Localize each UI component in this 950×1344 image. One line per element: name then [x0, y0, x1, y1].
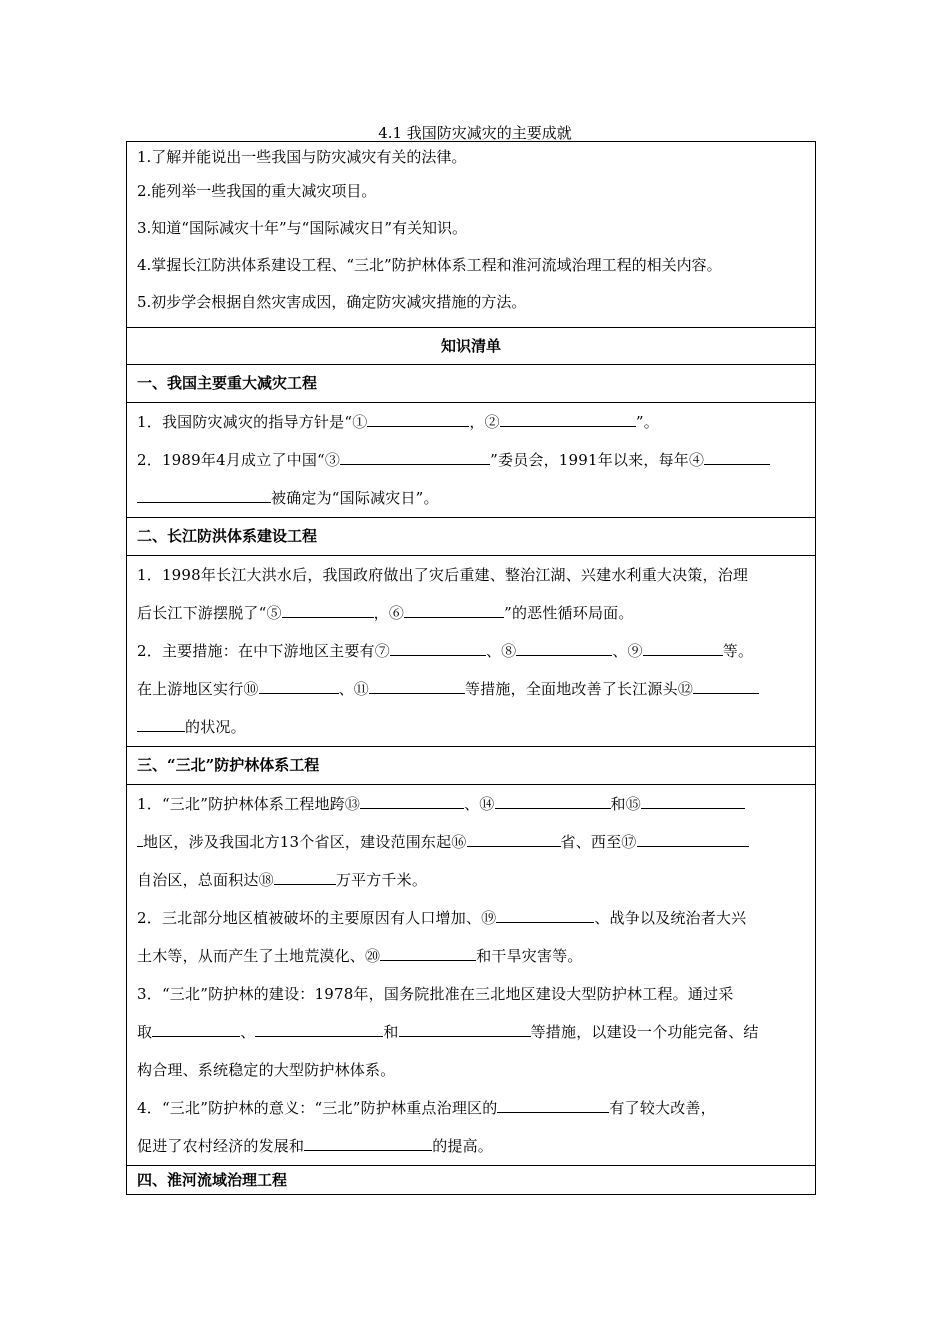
question-text: 、⑧	[485, 642, 517, 660]
question-line	[137, 594, 805, 632]
question-line	[137, 1127, 805, 1165]
answer-blank[interactable]	[255, 1020, 383, 1037]
objective-item: 5.初步学会根据自然灾害成因，确定防灾减灾措施的方法。	[137, 293, 527, 311]
question-line	[137, 403, 805, 441]
question-text: 等。	[722, 642, 754, 660]
section-2-heading-row	[127, 518, 816, 556]
question-text: ”的恶性循环局面。	[504, 604, 634, 622]
answer-blank[interactable]	[390, 639, 486, 656]
answer-blank[interactable]	[404, 601, 504, 618]
answer-blank[interactable]	[516, 639, 612, 656]
answer-blank[interactable]	[643, 639, 723, 656]
objective-item: 4.掌握长江防洪体系建设工程、“三北”防护林体系工程和淮河流域治理工程的相关内容。	[137, 256, 722, 274]
question-text: 1．我国防灾减灾的指导方针是“①	[137, 413, 368, 431]
section-3-body	[127, 785, 816, 1166]
question-text: 在上游地区实行⑩	[137, 680, 259, 698]
answer-blank[interactable]	[495, 792, 611, 809]
question-text: 2．三北部分地区植被破坏的主要原因有人口增加、⑲	[137, 909, 497, 927]
question-line	[137, 441, 805, 479]
question-line	[137, 632, 805, 670]
question-text: 4．“三北”防护林的意义：“三北”防护林重点治理区的	[137, 1099, 498, 1117]
answer-blank[interactable]	[399, 1020, 531, 1037]
answer-blank[interactable]	[137, 715, 185, 732]
section-1-body	[127, 403, 816, 518]
answer-blank[interactable]	[360, 792, 464, 809]
question-text: 地区，涉及我国北方13个省区，建设范围东起⑯	[143, 833, 467, 851]
answer-blank[interactable]	[259, 677, 339, 694]
question-text: 1．“三北”防护林体系工程地跨⑬	[137, 795, 361, 813]
question-text: 、⑨	[612, 642, 643, 660]
answer-blank[interactable]	[152, 1020, 240, 1037]
section-1-heading-row	[127, 365, 816, 403]
question-line	[137, 479, 805, 517]
section-2-body	[127, 556, 816, 747]
objectives-row	[127, 142, 816, 328]
question-text: 万平方千米。	[335, 871, 428, 889]
section-heading: 三、“三北”防护林体系工程	[127, 747, 816, 785]
answer-blank[interactable]	[496, 906, 594, 923]
answer-blank[interactable]	[637, 830, 749, 847]
question-text: 被确定为“国际减灾日”。	[271, 489, 439, 507]
section-heading: 四、淮河流域治理工程	[127, 1166, 816, 1195]
question-text: 的状况。	[185, 718, 246, 736]
answer-blank[interactable]	[282, 601, 374, 618]
question-text: 、⑭	[464, 795, 495, 813]
answer-blank[interactable]	[340, 448, 490, 465]
question-text: 等措施，全面地改善了长江源头⑫	[465, 680, 694, 698]
question-text: 和⑮	[610, 795, 641, 813]
section-3-body-row	[127, 785, 816, 1166]
page-title: 4.1 我国防灾减灾的主要成就	[378, 124, 572, 142]
section-heading: 二、长江防洪体系建设工程	[127, 518, 816, 556]
answer-blank[interactable]	[274, 868, 336, 885]
knowledge-heading-row	[127, 328, 816, 365]
question-line	[137, 1013, 805, 1051]
question-line	[137, 823, 805, 861]
answer-blank[interactable]	[369, 677, 465, 694]
section-1-body-row	[127, 403, 816, 518]
section-3-heading-row	[127, 747, 816, 785]
question-text: 自治区，总面积达⑱	[137, 871, 274, 889]
answer-blank[interactable]	[367, 410, 469, 427]
answer-blank[interactable]	[467, 830, 561, 847]
objective-item: 1.了解并能说出一些我国与防灾减灾有关的法律。	[137, 148, 467, 166]
answer-blank[interactable]	[500, 410, 636, 427]
question-line	[137, 1089, 805, 1127]
question-text: ，②	[469, 413, 500, 431]
knowledge-heading: 知识清单	[127, 328, 816, 365]
answer-blank[interactable]	[641, 792, 745, 809]
question-text: 土木等，从而产生了土地荒漠化、⑳	[137, 947, 381, 965]
question-text: ”。	[635, 413, 659, 431]
question-line	[137, 785, 805, 823]
question-text: 促进了农村经济的发展和	[137, 1137, 305, 1155]
question-line: 1．1998年长江大洪水后，我国政府做出了灾后重建、整治江湖、兴建水利重大决策，治理	[137, 566, 749, 584]
question-text: 取	[137, 1023, 153, 1041]
question-line	[137, 708, 805, 746]
objective-item: 3.知道“国际减灾十年”与“国际减灾日”有关知识。	[137, 219, 467, 237]
objectives-cell	[127, 142, 816, 328]
question-line	[137, 861, 805, 899]
objective-item: 2.能列举一些我国的重大减灾项目。	[137, 182, 377, 200]
answer-blank[interactable]	[137, 486, 271, 503]
question-text: 等措施，以建设一个功能完备、结	[530, 1023, 759, 1041]
question-text: 有了较大改善，	[609, 1099, 716, 1117]
question-text: 、战争以及统治者大兴	[594, 909, 747, 927]
study-sheet-table	[126, 141, 816, 1195]
question-text: 的提高。	[432, 1137, 494, 1155]
answer-blank[interactable]	[497, 1096, 609, 1113]
section-4-heading-row	[127, 1166, 816, 1195]
question-line	[137, 937, 805, 975]
answer-blank[interactable]	[704, 448, 770, 465]
question-text: 和干旱灾害等。	[476, 947, 583, 965]
answer-blank[interactable]	[304, 1134, 432, 1151]
answer-blank[interactable]	[380, 944, 476, 961]
question-text: 2．1989年4月成立了中国“③	[137, 451, 341, 469]
question-text: 后长江下游摆脱了“⑤	[137, 604, 282, 622]
question-text: 、⑪	[338, 680, 370, 698]
question-text: 2．主要措施：在中下游地区主要有⑦	[137, 642, 390, 660]
question-line: 3．“三北”防护林的建设：1978年，国务院批准在三北地区建设大型防护林工程。通过采	[137, 985, 734, 1003]
answer-blank[interactable]	[693, 677, 759, 694]
question-text: 省、西至⑰	[560, 833, 637, 851]
question-line: 构合理、系统稳定的大型防护林体系。	[137, 1061, 396, 1079]
question-text: ”委员会，1991年以来，每年④	[490, 451, 705, 469]
question-line	[137, 670, 805, 708]
question-line	[137, 899, 805, 937]
section-2-body-row	[127, 556, 816, 747]
section-heading: 一、我国主要重大减灾工程	[127, 365, 816, 403]
question-text: ，⑥	[373, 604, 405, 622]
question-text: 和	[383, 1023, 399, 1041]
question-text: 、	[240, 1023, 256, 1041]
